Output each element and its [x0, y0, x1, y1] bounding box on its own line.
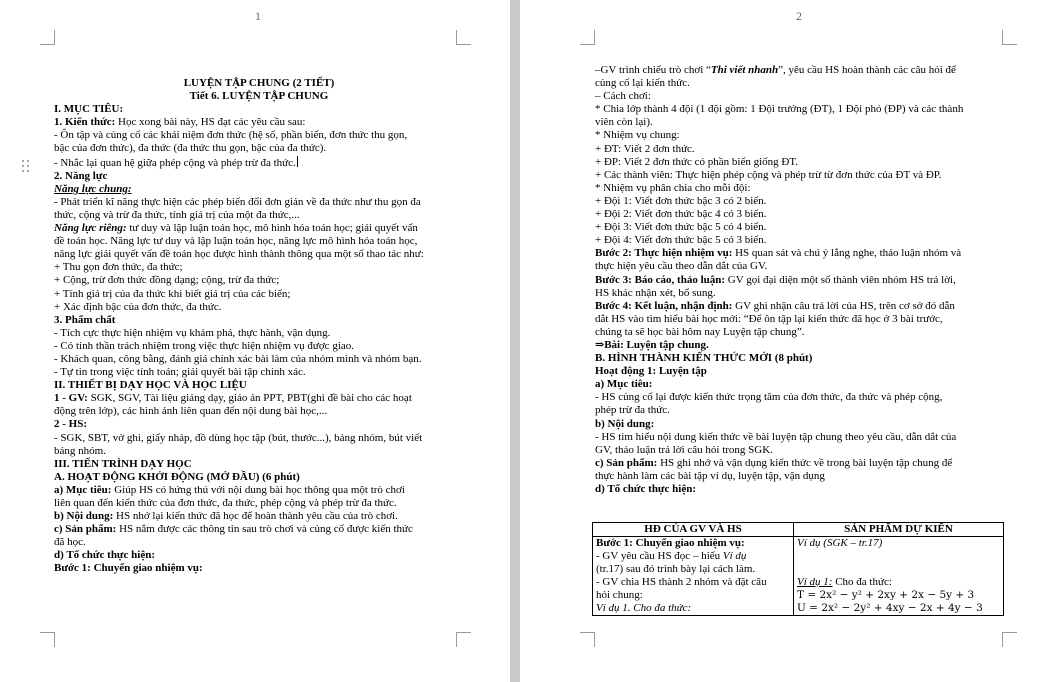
page-2-body[interactable]	[595, 64, 1015, 496]
text-run: 1. Kiến thức:	[54, 116, 116, 129]
text-run: GV ghi nhận câu trả lời của HS, trên cơ sở đó dẫn	[732, 299, 955, 312]
text-line	[595, 274, 1015, 287]
text-line: - SGK, SBT, vở ghi, giấy nháp, đồ dùng học tập (bút, thước...), bảng nhóm, bút viết	[54, 431, 423, 444]
crop-mark	[1002, 30, 1017, 45]
text-line	[595, 247, 1015, 260]
text-run: 1 - GV:	[54, 392, 88, 405]
text-line: Bước 1: Chuyển giao nhiệm vụ:	[54, 562, 203, 575]
text-run: Ví dụ	[722, 550, 747, 562]
text-line: 3. Phẩm chất	[54, 313, 116, 326]
text-run: ”, yêu cầu HS hoàn thành các câu hỏi để	[778, 64, 956, 76]
text-line: T = 2x² − y² + 2xy + 2x − 5y + 3	[797, 589, 975, 601]
crop-mark	[1002, 632, 1017, 647]
text-run: Giúp HS có hứng thú với nội dung bài học thông qua một trò chơi	[111, 483, 405, 496]
text-line: động trên lớp), các hình ảnh liên quan đến nội dung bài học,...	[54, 405, 328, 418]
text-line: 2 - HS:	[54, 418, 87, 431]
text-run: Bước 4: Kết luận, nhận định:	[595, 299, 733, 312]
text-line: Hoạt động 1: Luyện tập	[595, 365, 707, 378]
page-1-lines	[54, 103, 474, 575]
text-line: - Phát triển kĩ năng thực hiện các phép biến đổi đơn giản về đa thức như thu gọn đa	[54, 195, 421, 208]
text-line: + ĐP: Viết 2 đơn thức có phần biến giống ĐT.	[595, 155, 798, 168]
text-line: - Tự tin trong việc tính toán; giải quyết bài tập chính xác.	[54, 366, 306, 379]
text-line	[54, 510, 474, 523]
text-line: bảng nhóm.	[54, 444, 106, 457]
text-line: Ví dụ (SGK – tr.17)	[797, 537, 883, 549]
document-page-2	[520, 0, 1048, 682]
text-run: Năng lực riêng:	[54, 222, 127, 235]
activity-table	[592, 522, 1004, 616]
text-line: ⇒Bài: Luyện tập chung.	[595, 338, 709, 351]
text-line: bậc của đơn thức), đa thức (đa thức thu gọn, bậc của đa thức).	[54, 142, 327, 155]
text-run: Ví dụ 1:	[797, 576, 833, 588]
text-line: + Đội 4: Viết đơn thức bậc 5 có 3 biến.	[595, 234, 767, 247]
text-line: + ĐT: Viết 2 đơn thức.	[595, 142, 695, 155]
crop-mark	[40, 30, 55, 45]
text-line: d) Tổ chức thực hiện:	[54, 549, 156, 562]
text-line: thực hành làm các bài tập ví dụ, luyện tập, vận dụng	[595, 469, 825, 482]
text-line: U = 2x² − 2y² + 4xy − 2x + 4y − 3	[797, 602, 983, 614]
table-cell-activities	[593, 537, 794, 616]
text-line: – Cách chơi:	[595, 90, 651, 103]
text-run: HS quan sát và chú ý lắng nghe, thảo luận nhóm và	[732, 247, 962, 260]
text-line: - Ôn tập và củng cố các khái niệm đơn thức (hệ số, phần biến, đơn thức thu gọn,	[54, 129, 408, 142]
table-header-teacher-student: HĐ CỦA GV VÀ HS	[593, 523, 794, 537]
text-line: 2. Năng lực	[54, 169, 108, 182]
text-line: chúng ta sẽ học bài hôm nay Luyện tập chung”.	[595, 325, 805, 338]
text-run: a) Mục tiêu:	[54, 483, 112, 496]
text-line: liên quan đến kiến thức của đơn thức, đa thức, phép cộng và phép trừ đa thức.	[54, 497, 397, 509]
crop-mark	[40, 632, 55, 647]
text-run: b) Nội dung:	[54, 510, 114, 523]
text-line	[54, 523, 474, 536]
text-line	[54, 484, 474, 497]
text-line: III. TIẾN TRÌNH DẠY HỌC	[54, 457, 192, 470]
text-line: * Nhiệm vụ phân chia cho mỗi đội:	[595, 181, 751, 194]
text-line: - Tích cực thực hiện nhiệm vụ khám phá, thực hành, vận dụng.	[54, 326, 331, 339]
text-line: (tr.17) sau đó trình bày lại cách làm.	[596, 563, 756, 575]
text-line: đã học.	[54, 536, 86, 549]
text-line: hỏi chung:	[596, 589, 643, 601]
text-line: Bước 1: Chuyển giao nhiệm vụ:	[596, 537, 745, 549]
text-line: - Nhắc lại quan hệ giữa phép cộng và phép trừ đa thức.	[54, 156, 296, 169]
table-header-expected-product: SẢN PHẨM DỰ KIẾN	[794, 523, 1004, 537]
text-run: Bước 2: Thực hiện nhiệm vụ:	[595, 247, 733, 260]
text-line: * Nhiệm vụ chung:	[595, 129, 680, 142]
text-run: SGK, SGV, Tài liệu giảng dạy, giáo án PPT, PBT(ghi đề bài cho các hoạt	[87, 392, 412, 405]
text-run: HS nắm được các thông tin sau trò chơi và củng cố được kiến thức	[116, 523, 413, 536]
text-line: - HS củng cố lại được kiến thức trọng tâm của đơn thức, đa thức và phép cộng,	[595, 391, 943, 404]
page-1-body[interactable]	[54, 77, 474, 576]
text-line	[595, 300, 1015, 313]
text-line	[596, 550, 790, 563]
text-line: - Khách quan, công bằng, đánh giá chính xác bài làm của nhóm mình và nhóm bạn.	[54, 352, 422, 365]
crop-mark	[580, 632, 595, 647]
text-line: + Đội 3: Viết đơn thức bậc 5 có 4 biến.	[595, 221, 767, 234]
text-run: GV gọi đại diện một số thành viên nhóm HS trả lời,	[725, 273, 956, 286]
text-run: Học xong bài này, HS đạt các yêu cầu sau:	[115, 116, 306, 129]
text-line: B. HÌNH THÀNH KIẾN THỨC MỚI (8 phút)	[595, 352, 813, 365]
text-run: Cho đa thức:	[832, 576, 892, 588]
text-run: Thi viết nhanh	[710, 64, 779, 76]
text-line: năng lực giải quyết vấn đề toán học được hình thành thông qua một số thao tác như:	[54, 248, 424, 261]
document-page-1	[0, 0, 510, 682]
table-cell-products	[794, 537, 1004, 616]
text-line: GV, thảo luận trả lời câu hỏi trong SGK.	[595, 443, 773, 456]
text-line: thức, cộng và trừ đa thức, tính giá trị của một đa thức,...	[54, 208, 300, 221]
text-line: Ví dụ 1. Cho đa thức:	[596, 602, 692, 614]
text-line: Năng lực chung:	[54, 182, 132, 195]
text-line	[595, 64, 1015, 77]
drag-handle-icon[interactable]	[22, 160, 30, 176]
crop-mark	[580, 30, 595, 45]
text-line: - Có tinh thần trách nhiệm trong việc thực hiện nhiệm vụ được giao.	[54, 339, 355, 352]
text-run: c) Sản phẩm:	[54, 523, 117, 536]
text-line: + Đội 1: Viết đơn thức bậc 3 có 2 biến.	[595, 194, 767, 207]
text-line: + Thu gọn đơn thức, đa thức;	[54, 261, 183, 274]
text-line: * Chia lớp thành 4 đội (1 đội gồm: 1 Đội trưởng (ĐT), 1 Đội phó (ĐP) và các thành	[595, 103, 964, 116]
text-line: a) Mục tiêu:	[595, 378, 653, 391]
text-line: b) Nội dung:	[595, 417, 655, 430]
text-run: - GV yêu cầu HS đọc – hiểu	[596, 550, 723, 562]
text-run: c) Sản phẩm:	[595, 456, 658, 469]
page-2-lines	[595, 64, 1015, 496]
text-line: II. THIẾT BỊ DẠY HỌC VÀ HỌC LIỆU	[54, 379, 247, 392]
doc-subtitle: Tiết 6. LUYỆN TẬP CHUNG	[189, 90, 329, 103]
text-run: HS ghi nhớ và vận dụng kiến thức về trong bài luyện tập chung để	[657, 456, 953, 469]
text-line: + Đội 2: Viết đơn thức bậc 4 có 3 biến.	[595, 208, 767, 221]
text-line: I. MỤC TIÊU:	[54, 103, 124, 116]
text-line: - GV chia HS thành 2 nhóm và đặt câu	[596, 576, 767, 588]
text-line: - HS tìm hiểu nội dung kiến thức về bài luyện tập chung theo yêu cầu, dẫn dắt của	[595, 430, 957, 443]
text-line: + Các thành viên: Thực hiện phép cộng và phép trừ từ đơn thức của ĐT và ĐP.	[595, 168, 942, 181]
text-line: + Cộng, trừ đơn thức đồng dạng; cộng, trừ đa thức;	[54, 274, 280, 287]
text-line	[54, 222, 474, 235]
crop-mark	[456, 632, 471, 647]
text-line	[797, 576, 1000, 589]
text-line	[797, 550, 1000, 563]
text-line: thực hiện yêu cầu theo dẫn dắt của GV.	[595, 260, 768, 273]
text-line: d) Tổ chức thực hiện:	[595, 483, 697, 495]
doc-title: LUYỆN TẬP CHUNG (2 TIẾT)	[183, 77, 335, 89]
text-line: củng cố lại kiến thức.	[595, 77, 690, 90]
text-line: + Xác định bậc của đơn thức, đa thức.	[54, 300, 222, 313]
text-line: + Tính giá trị của đa thức khi biết giá trị của các biến;	[54, 287, 291, 300]
text-line	[54, 116, 474, 129]
text-run: HS nhớ lại kiến thức đã học để hoàn thành yêu cầu của trò chơi.	[113, 510, 398, 523]
page-number: 1	[255, 9, 261, 23]
text-cursor	[297, 156, 298, 167]
text-line: dắt HS vào tìm hiểu bài học mới: “Để ôn tập lại kiến thức đã học ở 3 bài trước,	[595, 312, 943, 325]
text-line: phép trừ đa thức.	[595, 404, 670, 417]
text-line	[54, 392, 474, 405]
text-line: HS khác nhận xét, bổ sung.	[595, 286, 716, 299]
text-line: đề toán học. Năng lực tư duy và lập luận toán học, năng lực mô hình hóa toán học,	[54, 235, 418, 248]
text-line: viên còn lại).	[595, 116, 653, 129]
crop-mark	[456, 30, 471, 45]
text-run: tư duy và lập luận toán học, mô hình hóa toán học; giải quyết vấn	[126, 222, 418, 235]
page-number: 2	[796, 9, 802, 23]
text-line	[595, 457, 1015, 470]
text-run: Bước 3: Báo cáo, thảo luận:	[595, 273, 726, 286]
text-line	[797, 563, 1000, 576]
text-line: A. HOẠT ĐỘNG KHỞI ĐỘNG (MỞ ĐẦU) (6 phút)	[54, 470, 300, 483]
text-run: –GV trình chiếu trò chơi “	[595, 64, 711, 76]
